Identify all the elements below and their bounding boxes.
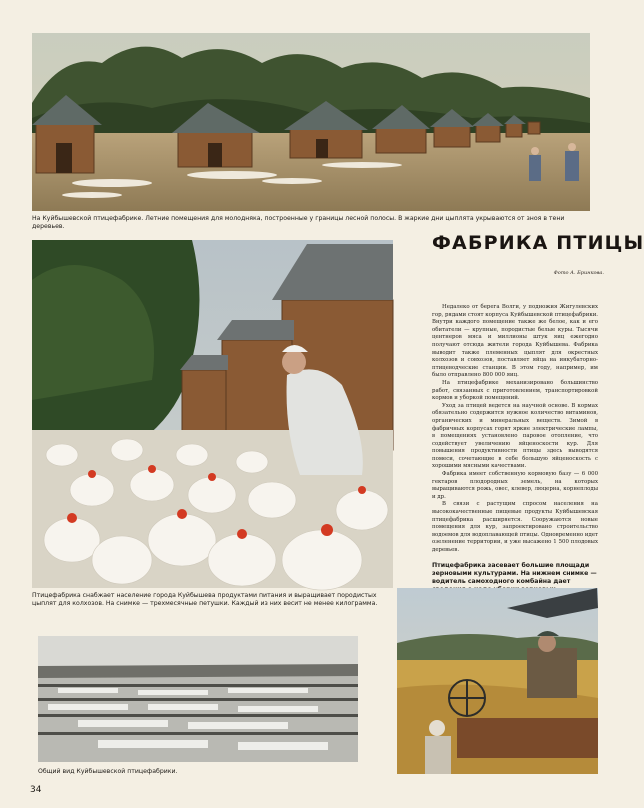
photo-woman-feeding-roosters: [32, 240, 393, 588]
caption-middle: Птицефабрика снабжает население города Куйбышева продуктами питания и выращивает породистых цыплят для колхозов. На снимке — трехмесячные петушки. Каждый из них весит не менее килограмма.: [32, 592, 378, 607]
article-paragraph: Фабрика имеет собственную кормовую базу — 6 000 гектаров плодородных земель, на которых выращиваются рожь, овес, клевер, люцерна, корнеплоды и др.: [432, 471, 598, 500]
photo-combine-harvester: [397, 588, 598, 774]
headline: ФАБРИКА ПТИЦЫ: [432, 232, 644, 254]
article-paragraph: Недалеко от берега Волги, у подножия Жигулевских гор, рядами стоят корпуса Куйбышевской птицефабрики. Внутри каждого помещение также же белое, как и его обитатели — крупные, породистые белые куры. Тысячи центнеров мяса и миллионы штук яиц ежегодно получают отсюда жители города Куйбышева. Фабрика выводит также племенных цыплят для окрестных колхозов и совхозов, поставляет яйца на инкубаторно-птицеводческие станции. В этом году, например, им было отправлено 800 000 яиц.: [432, 304, 598, 379]
caption-top: На Куйбышевской птицефабрике. Летние помещения для молодняка, построенные у границы лесной полосы. В жаркие дни цыплята укрываются от зноя в тени деревьев.: [32, 215, 565, 230]
article-paragraph: На птицефабрике механизировано большинство работ, связанных с приготовлением, транспортировкой кормов и уборкой помещений.: [432, 379, 598, 402]
article-body: [432, 304, 598, 555]
photo-summer-houses: [32, 33, 590, 211]
caption-side: Птицефабрика засевает большие площади зерновыми культурами. На нижнем снимке — водитель самоходного комбайна дает: [432, 562, 597, 585]
article-paragraph: Уход за птицей ведется на научной основе. В кормах обязательно содержится нужное количество витаминов, органических и минеральных веществ. Зимой в фабричных корпусах горят яркие электрические лампы, в помещениях установлено паровое отопление, что содействует увеличению яйценоскости кур. Для повышения продуктивности птицы здесь выводятся помеси, сочетающие в себе большую яйценоскость с хорошими мясными качествами.: [432, 402, 598, 470]
caption-bottom: Общий вид Куйбышевской птицефабрики.: [38, 768, 178, 775]
photo-aerial-view: [38, 636, 358, 762]
page-number: 34: [30, 785, 42, 795]
article-paragraph: В связи с растущим спросом населения на высококачественные пищевые продукты Куйбышевская птицефабрика расширяется. Сооружаются новые помещения для кур, запроектировано строительство водоемов для водоплавающей птицы. Одновременно идет озеленение территории, и уже высажено 1 500 плодовых деревьев.: [432, 501, 598, 553]
photo-credit: Фото А. Бринкова.: [553, 270, 604, 276]
